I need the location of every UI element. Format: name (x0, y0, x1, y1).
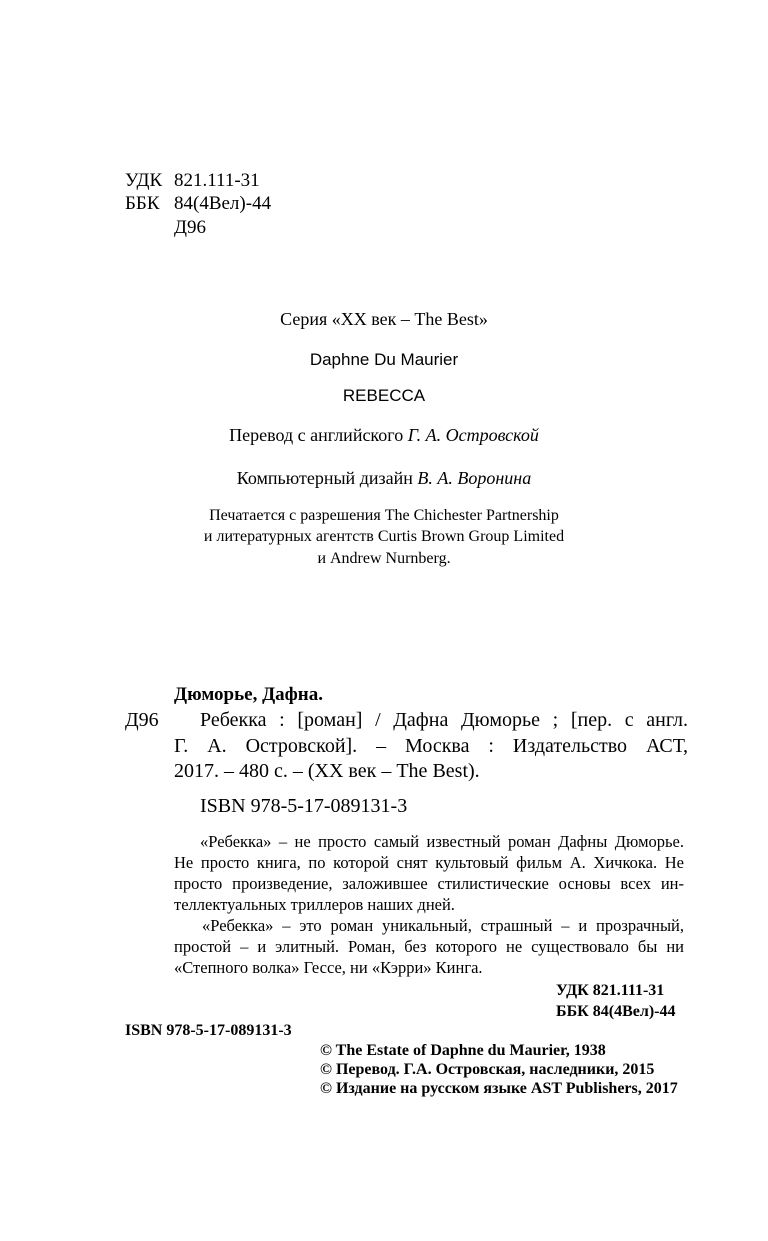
annotation-p1-line-1: «Ребекка» – не просто самый известный роман Дафны Дюморье. (200, 832, 684, 851)
annotation-p1-line-2: Не просто книга, по которой снят культовый фильм А. Хичкока. Не (174, 853, 684, 872)
footer-udk: УДК 821.111-31 (556, 982, 665, 999)
original-author: Daphne Du Maurier (309, 350, 459, 369)
copyright-line-1: © The Estate of Daphne du Maurier, 1938 (320, 1042, 606, 1059)
design-prefix: Компьютерный дизайн (236, 468, 413, 488)
catalog-line-2: Г. А. Островской]. – Москва : Издательство АСТ, (174, 735, 688, 757)
permission-line-2: и литературных агентств Curtis Brown Group Limited (203, 528, 565, 545)
original-title: REBECCA (342, 386, 426, 405)
designer-name: В. А. Воронина (417, 468, 532, 488)
permission-line-1: Печатается с разрешения The Chichester Partnership (209, 507, 559, 524)
annotation-p2-line-1: «Ребекка» – это роман уникальный, страшный – и прозрачный, (202, 916, 684, 935)
series-title: Серия «XX век – The Best» (280, 309, 488, 329)
author-mark: Д96 (174, 217, 206, 238)
catalog-mark: Д96 (125, 709, 159, 731)
copyright-line-3: © Издание на русском языке AST Publishers, 2017 (320, 1080, 678, 1097)
footer-isbn: ISBN 978-5-17-089131-3 (125, 1022, 292, 1039)
annotation-p2-line-2: простой – и элитный. Роман, без которого не существовало бы ни (174, 937, 684, 956)
annotation-p1-line-3: просто произведение, заложившее стилистические основы всех ин- (174, 874, 684, 893)
footer-bbk: ББК 84(4Вел)-44 (556, 1003, 676, 1020)
udk-label: УДК (125, 170, 163, 191)
catalog-isbn: ISBN 978-5-17-089131-3 (200, 795, 408, 817)
catalog-line-3: 2017. – 480 с. – (XX век – The Best). (174, 760, 480, 782)
translator-name: Г. А. Островской (407, 425, 539, 445)
udk-value: 821.111-31 (174, 170, 260, 191)
catalog-heading: Дюморье, Дафна. (174, 684, 323, 705)
permission-line-3: и Andrew Nurnberg. (317, 550, 451, 567)
bbk-label: ББК (125, 193, 160, 214)
annotation-p1-line-4: теллектуальных триллеров наших дней. (174, 895, 455, 914)
design-credit (0, 468, 768, 489)
annotation-p2-line-3: «Степного волка» Гессе, ни «Кэрри» Кинга. (174, 958, 483, 977)
bbk-value: 84(4Вел)-44 (174, 193, 272, 214)
translation-credit (0, 425, 768, 446)
translation-prefix: Перевод с английского (229, 425, 404, 445)
catalog-line-1: Ребекка : [роман] / Дафна Дюморье ; [пер. с англ. (200, 709, 688, 731)
copyright-line-2: © Перевод. Г.А. Островская, наследники, 2015 (320, 1061, 655, 1078)
